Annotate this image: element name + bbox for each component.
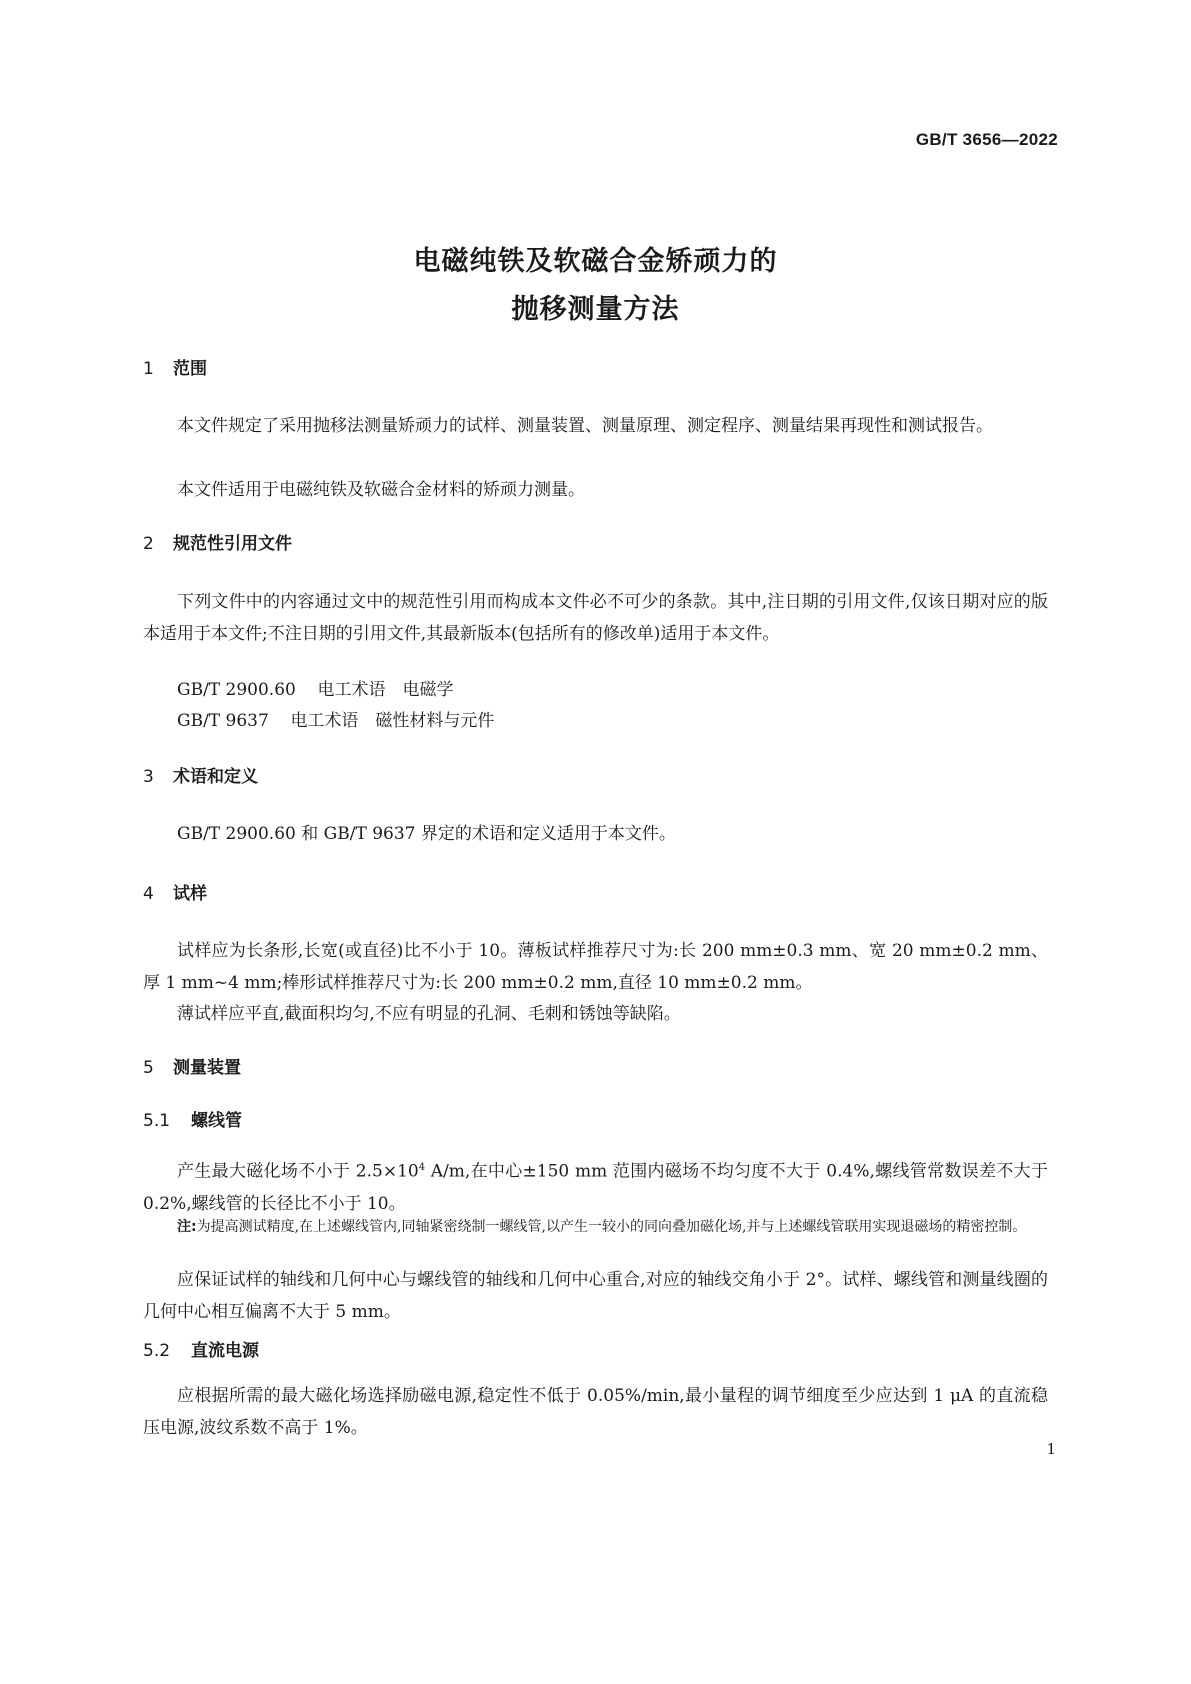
section-3-heading bbox=[143, 766, 258, 788]
reference-item bbox=[177, 674, 453, 706]
title-line-2: 抛移测量方法 bbox=[511, 294, 680, 325]
section-5-1-paragraph-1 bbox=[143, 1152, 1048, 1220]
reference-title: 电工术语 磁性材料与元件 bbox=[290, 711, 495, 731]
reference-title: 电工术语 电磁学 bbox=[317, 680, 454, 700]
section-2-paragraph-1: 下列文件中的内容通过文中的规范性引用而构成本文件必不可少的条款。其中,注日期的引用文件,仅该日期对应的版本适用于本文件;不注日期的引用文件,其最新版本(包括所有的修改单)适用于本文件。 bbox=[143, 592, 1048, 644]
section-number: 2 bbox=[143, 534, 154, 554]
section-5-heading bbox=[143, 1057, 241, 1079]
subsection-title: 螺线管 bbox=[191, 1111, 242, 1131]
note-label: 注: bbox=[177, 1219, 197, 1235]
section-number: 3 bbox=[143, 767, 154, 787]
section-title: 规范性引用文件 bbox=[173, 534, 292, 554]
reference-code: GB/T 9637 bbox=[177, 711, 269, 731]
reference-code: GB/T 2900.60 bbox=[177, 680, 296, 700]
title-line-1: 电磁纯铁及软磁合金矫顽力的 bbox=[413, 246, 778, 277]
section-number: 5 bbox=[143, 1058, 154, 1078]
section-5-1-heading bbox=[143, 1110, 242, 1132]
section-1-paragraph-1: 本文件规定了采用抛移法测量矫顽力的试样、测量装置、测量原理、测定程序、测量结果再现性和测试报告。 bbox=[177, 416, 993, 436]
section-2-heading bbox=[143, 533, 292, 555]
text-run: A/m,在中心±150 mm 范围内磁场不均匀度不大于 0.4%,螺线管常数误差不大于 0.2%,螺线管的长径比不小于 10。 bbox=[143, 1161, 1048, 1214]
section-number: 4 bbox=[143, 884, 154, 904]
reference-item bbox=[177, 705, 494, 737]
standard-code: GB/T 3656—2022 bbox=[915, 130, 1058, 149]
superscript: 4 bbox=[418, 1162, 426, 1173]
section-3-paragraph-1: GB/T 2900.60 和 GB/T 9637 界定的术语和定义适用于本文件。 bbox=[177, 824, 676, 844]
section-number: 1 bbox=[143, 359, 154, 379]
document-title bbox=[0, 238, 1191, 334]
note bbox=[177, 1214, 1080, 1241]
section-1-paragraph-2: 本文件适用于电磁纯铁及软磁合金材料的矫顽力测量。 bbox=[177, 480, 585, 500]
section-5-2-paragraph-1: 应根据所需的最大磁化场选择励磁电源,稳定性不低于 0.05%/min,最小量程的调节细度至少应达到 1 μA 的直流稳压电源,波纹系数不高于 1%。 bbox=[143, 1386, 1048, 1438]
section-title: 范围 bbox=[173, 359, 207, 379]
section-4-heading bbox=[143, 883, 207, 905]
subsection-number: 5.2 bbox=[143, 1341, 171, 1361]
page-number: 1 bbox=[1046, 1440, 1056, 1458]
text-run: 产生最大磁化场不小于 2.5×10 bbox=[177, 1161, 419, 1182]
section-title: 术语和定义 bbox=[173, 767, 258, 787]
section-5-2-heading bbox=[143, 1340, 259, 1362]
note-text: 为提高测试精度,在上述螺线管内,同轴紧密绕制一螺线管,以产生一较小的同向叠加磁化场,并与上述螺线管联用实现退磁场的精密控制。 bbox=[196, 1219, 1027, 1235]
section-title: 测量装置 bbox=[173, 1058, 241, 1078]
subsection-number: 5.1 bbox=[143, 1111, 171, 1131]
section-4-paragraph-2: 薄试样应平直,截面积均匀,不应有明显的孔洞、毛刺和锈蚀等缺陷。 bbox=[177, 1004, 681, 1024]
section-5-1-paragraph-2: 应保证试样的轴线和几何中心与螺线管的轴线和几何中心重合,对应的轴线交角小于 2°。试样、螺线管和测量线圈的几何中心相互偏离不大于 5 mm。 bbox=[143, 1270, 1048, 1322]
section-1-heading bbox=[143, 358, 207, 380]
section-4-paragraph-1: 试样应为长条形,长宽(或直径)比不小于 10。薄板试样推荐尺寸为:长 200 mm±0.3 mm、宽 20 mm±0.2 mm、厚 1 mm~4 mm;棒形试样推荐尺寸为:长 200 mm±0.2 mm,直径 10 mm±0.2 mm。 bbox=[143, 941, 1048, 993]
subsection-title: 直流电源 bbox=[191, 1341, 259, 1361]
section-title: 试样 bbox=[173, 884, 207, 904]
